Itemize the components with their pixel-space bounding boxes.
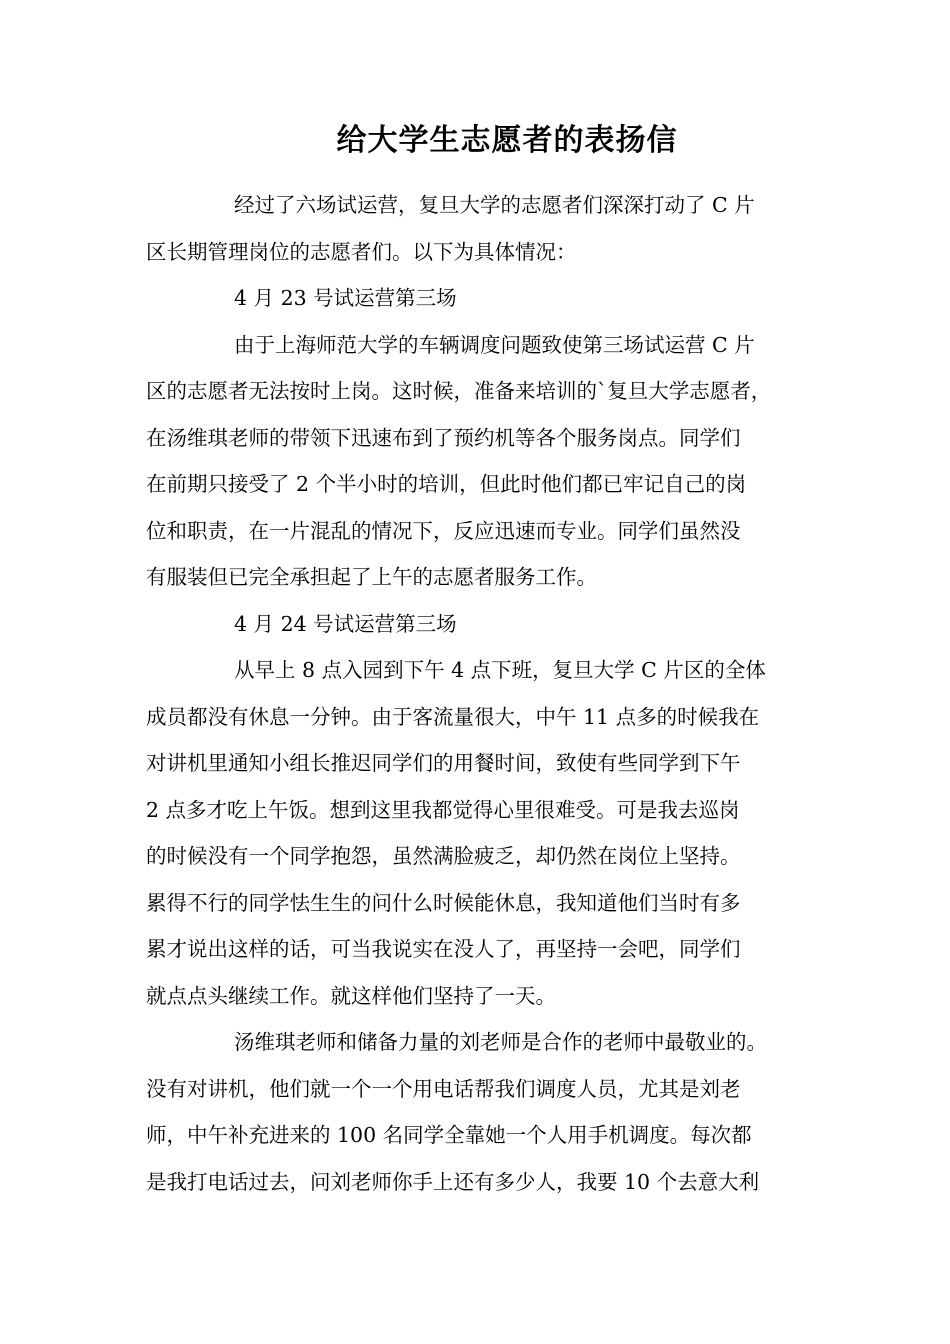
text-line: 位和职责，在一片混乱的情况下，反应迅速而专业。同学们虽然没 [146, 518, 741, 543]
text-line: 在汤维琪老师的带领下迅速布到了预约机等各个服务岗点。同学们 [146, 425, 741, 450]
text-line: 有服装但已完全承担起了上午的志愿者服务工作。 [146, 565, 597, 589]
text-line: 累得不行的同学怯生生的问什么时候能休息，我知道他们当时有多 [146, 890, 741, 915]
document-title: 给大学生志愿者的表扬信 [336, 123, 678, 158]
text-line: 经过了六场试运营，复旦大学的志愿者们深深打动了 C 片 [234, 193, 755, 217]
text-line: 区长期管理岗位的志愿者们。以下为具体情况： [146, 239, 577, 264]
text-line: 在前期只接受了 2 个半小时的培训，但此时他们都已牢记自己的岗 [146, 472, 747, 496]
text-line: 4 月 23 号试运营第三场 [234, 286, 457, 310]
text-line: 的时候没有一个同学抱怨，虽然满脸疲乏，却仍然在岗位上坚持。 [146, 844, 741, 868]
text-line: 就点点头继续工作。就这样他们坚持了一天。 [146, 983, 556, 1008]
text-line: 由于上海师范大学的车辆调度问题致使第三场试运营 C 片 [234, 332, 755, 357]
document-body [146, 182, 836, 1205]
text-line: 区的志愿者无法按时上岗。这时候，准备来培训的`复旦大学志愿者， [146, 379, 772, 403]
text-line: 没有对讲机，他们就一个一个用电话帮我们调度人员，尤其是刘老 [146, 1076, 741, 1101]
text-line: 4 月 24 号试运营第三场 [234, 611, 457, 636]
text-line: 从早上 8 点入园到下午 4 点下班，复旦大学 C 片区的全体 [234, 658, 766, 682]
text-line: 成员都没有休息一分钟。由于客流量很大，中午 11 点多的时候我在 [146, 704, 760, 729]
text-line: 对讲机里通知小组长推迟同学们的用餐时间，致使有些同学到下午 [146, 751, 741, 775]
text-line: 累才说出这样的话，可当我说实在没人了，再坚持一会吧，同学们 [146, 937, 741, 961]
text-line: 是我打电话过去，问刘老师你手上还有多少人，我要 10 个去意大利 [146, 1169, 760, 1194]
text-line: 2 点多才吃上午饭。想到这里我都觉得心里很难受。可是我去巡岗 [146, 797, 740, 822]
text-line: 汤维琪老师和储备力量的刘老师是合作的老师中最敬业的。 [234, 1030, 767, 1054]
text-line: 师，中午补充进来的 100 名同学全靠她一个人用手机调度。每次都 [146, 1123, 752, 1147]
